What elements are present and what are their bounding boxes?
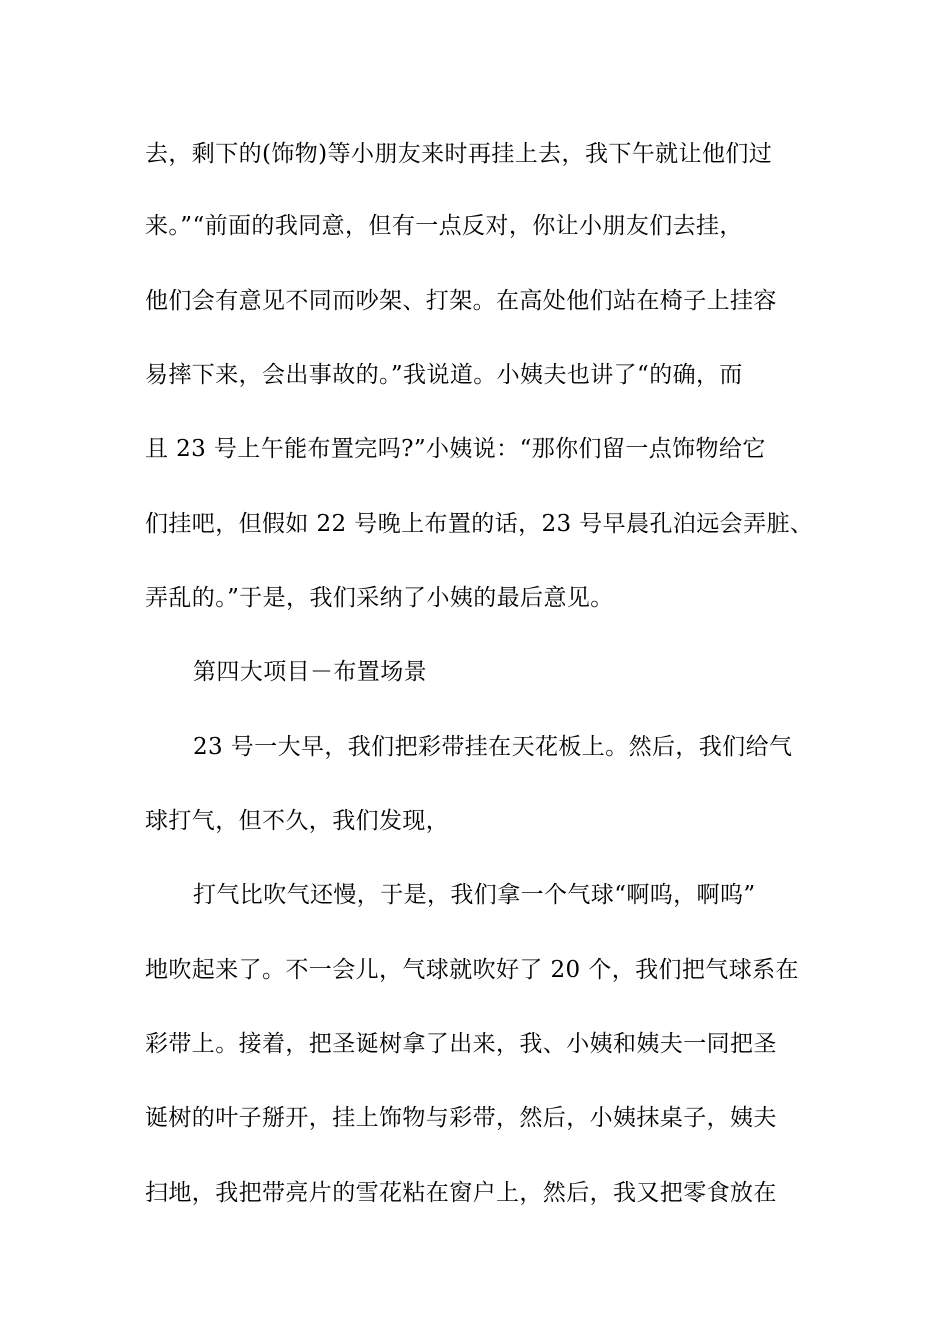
text-line: 且 23 号上午能布置完吗?”小姨说：“那你们留一点饰物给它 bbox=[145, 436, 766, 462]
text-line: 23 号一大早，我们把彩带挂在天花板上。然后，我们给气 bbox=[193, 734, 793, 760]
text-line: 弄乱的。”于是，我们采纳了小姨的最后意见。 bbox=[145, 585, 614, 611]
text-line: 易摔下来，会出事故的。”我说道。小姨夫也讲了“的确，而 bbox=[145, 362, 743, 388]
text-line: 扫地，我把带亮片的雪花粘在窗户上，然后，我又把零食放在 bbox=[145, 1180, 777, 1206]
text-line: 彩带上。接着，把圣诞树拿了出来，我、小姨和姨夫一同把圣 bbox=[145, 1031, 777, 1057]
section-heading: 第四大项目－布置场景 bbox=[193, 659, 427, 685]
text-line: 诞树的叶子掰开，挂上饰物与彩带，然后，小姨抹桌子，姨夫 bbox=[145, 1105, 777, 1131]
text-line: 去，剩下的(饰物)等小朋友来时再挂上去，我下午就让他们过 bbox=[145, 141, 773, 167]
text-line: 来。”“前面的我同意，但有一点反对，你让小朋友们去挂， bbox=[145, 213, 743, 239]
text-line: 地吹起来了。不一会儿，气球就吹好了 20 个，我们把气球系在 bbox=[145, 957, 799, 983]
text-line: 打气比吹气还慢，于是，我们拿一个气球“啊呜，啊呜” bbox=[193, 882, 756, 908]
text-line: 球打气，但不久，我们发现， bbox=[145, 808, 450, 834]
text-line: 他们会有意见不同而吵架、打架。在高处他们站在椅子上挂容 bbox=[145, 288, 777, 314]
text-line: 们挂吧，但假如 22 号晚上布置的话，23 号早晨孔泊远会弄脏、 bbox=[145, 511, 814, 537]
